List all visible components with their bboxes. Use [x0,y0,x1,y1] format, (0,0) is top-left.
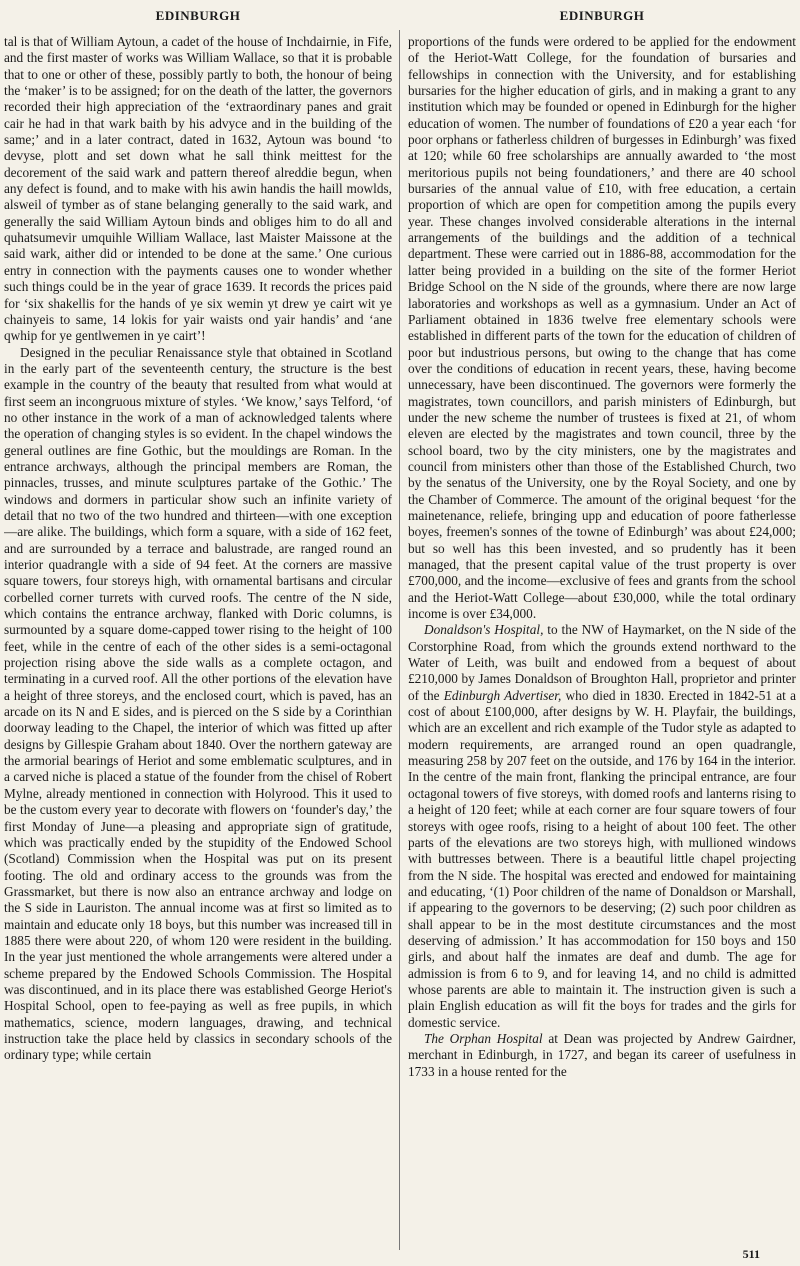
left-column [4,34,392,1239]
orphan-hospital-title: The Orphan Hospital [424,1030,543,1046]
donaldsons-text-a: to the NW of Haymarket, on the N side of the Corstorphine Road, from which the grounds extend northward to the Water of Leith, was built and endowed from a bequest of about £210,000 by James Donaldson of Broughton Hall, proprietor and printer of the [408,622,796,703]
paragraph-orphan-hospital [408,1031,796,1080]
paragraph-donaldsons-hospital [408,622,796,1031]
running-header [0,8,800,26]
donaldsons-hospital-title: Donaldson's Hospital, [424,622,544,638]
header-right-title: EDINBURGH [559,8,645,23]
paragraph-renaissance-style: Designed in the peculiar Renaissance style that obtained in Scotland in the early part of the seventeenth century, the structure is the best example in the country of the beauty that resulted from what would at first seem an incongruous mixture of styles. ‘We know,’ says Telford, ‘of no other instance in the work of a man of acknowledged talents where the operation of changing styles is so evident. In the chapel windows the general outlines are fine Gothic, but the mouldings are Roman. In the entrance archways, although the principal members are Roman, the pinnacles, trusses, and minute sculptures partake of the Gothic.’ The windows and dormers in particular show such an infinite variety of detail that no two of the two hundred and thirteen—with one exception—are alike. The buildings, which form a square, with a side of 162 feet, and are surrounded by a terrace and balustrade, are ranged round an interior quadrangle with a side of 94 feet. At the corners are massive square towers, four storeys high, with ornamental bartisans and circular corbelled corner turrets with curved roofs. The centre of the N side, which contains the entrance archway, flanked with Doric columns, is surmounted by a square dome-capped tower rising to the height of 100 feet, while in the centre of each of the other sides is a semi-octagonal projection rising above the side walls as a complete octagon, and terminating in a curved roof. All the other portions of the elevation have a height of three storeys, and the enclosed court, which is paved, has an arcade on its N and E sides, and is pierced on the S side by a Corinthian doorway leading to the Chapel, the interior of which was fitted up after designs by Gillespie Graham about 1840. Over the northern gateway are the armorial bearings of Heriot and some emblematic sculptures, and in a carved niche is placed a statue of the founder from the chisel of Robert Mylne, already mentioned in connection with Holyrood. This it used to be the custom every year to decorate with flowers on ‘founder's day,’ the first Monday of June—a pleasing and appropriate sign of gratitude, which was practically ended by the stupidity of the Endowed School (Scotland) Commission when the Hospital was put on its present footing. The old and ordinary access to the grounds was from the Grassmarket, but there is now also an entrance archway and lodge on the S side in Lauriston. The annual income was at first so limited as to maintain and educate only 18 boys, but this number was increased till in 1885 there were about 220, of whom 120 were resident in the building. In the year just mentioned the whole arrangements were altered under a scheme prepared by the Endowed Schools Commission. The Hospital was discontinued, and in its place there was established George Heriot's Hospital School, open to fee-paying as well as free pupils, in which mathematics, science, modern languages, drawing, and technical instruction take the place held by classics in secondary schools of the ordinary type; while certain [4,344,392,1063]
column-divider [399,30,400,1250]
right-column [408,34,796,1239]
paragraph-aytoun-wallace: tal is that of William Aytoun, a cadet of the house of Inchdairnie, in Fife, and the first master of works was William Wallace, so that it is probable that to one or other of these, possibly partly to both, the honour of being the ‘maker’ is to be assigned; for on the death of the latter, the governors recorded their high appreciation of the ‘extraordinary panes and grait cair he had in that wark baith by his advyce and in the building of the same;’ and in a later contract, dated in 1632, Aytoun was bound ‘to devyse, plott and set down what he sall think meittest for the decorement of the said wark and pattern thereof alreddie begun, when any defect is found, and to make with his awin handis the haill mowlds, alsweil of tymber as of stane belanging generally to the said wark, and generally the said William Aytoun binds and obliges him to do all and quhatsumevir umquihle William Wallace, last Maister Maissone at the said wark, aither did or intended to be done at the same.’ One curious entry in connection with the payments causes one to wonder whether such things could be in the year of grace 1639. It records the prices paid for ‘six shakellis for the hands of ye six wemin yt drew ye cairt wit ye chainyeis to same, 14 lokis for yair waists ond yair handis’ and ‘ane qwhip for ye gentlwemen in ye cairt’! [4,34,392,344]
paragraph-heriot-funds: proportions of the funds were ordered to be applied for the endowment of the Heriot-Watt College, for the foundation of bursaries and fellowships in connection with the University, and for establishing bursaries for the higher education of girls, and in making a grant to any institution which may be founded or opened in Edinburgh for the higher education of women. The number of foundations of £20 a year each ‘for poor orphans or fatherless children of burgesses in Edinburgh’ was fixed at 120; while 60 free scholarships are annually awarded to ‘the most meritorious pupils not being foundationers,’ and there are 40 school bursaries of the annual value of £10, with free education, a certain proportion of which are open for competition among the pupils every year. These changes involved considerable alterations in the internal arrangements of the buildings and the addition of a technical department. These were carried out in 1886-88, accommodation for the latter being provided in a building on the site of the former Heriot Bridge School on the N side of the grounds, where there are now large laboratories and workshops as well as a gymnasium. Under an Act of Parliament obtained in 1836 twelve free elementary schools were established in different parts of the town for the education of children of poor but industrious persons, but owing to the change that has come over the conditions of education in recent years, these, having become unnecessary, have been discontinued. The governors were formerly the magistrates, town councillors, and parish ministers of Edinburgh, but under the new scheme the number of trustees is fixed at 21, of whom eleven are elected by the magistrates and town council, three by the school board, two by the city ministers, one by the magistrates and council from ministers other than those of the Established Church, two by the senatus of the University, one by the Royal Society, and one by the Chamber of Commerce. The amount of the original bequest ‘for the mainetenance, reliefe, bringing upp and education of poore fatherlesse boyes, freemen's sonnes of the towne of Edinburgh’ was about £24,000; but so well has this been invested, and so prudently has it been managed, that the present capital value of the trust property is over £700,000, and the income—exclusive of fees and grants from the school and the Heriot-Watt College—about £30,000, while the total ordinary income is over £34,000. [408,34,796,622]
page-number: 511 [742,1247,760,1261]
orphan-hospital-text: at Dean was projected by Andrew Gairdner, merchant in Edinburgh, in 1727, and began its career of usefulness in 1733 in a house rented for the [408,1030,796,1079]
donaldsons-text-b: who died in 1830. Erected in 1842-51 at a cost of about £100,000, after designs by W. H. Playfair, the buildings, which are an excellent and rich example of the Tudor style as adapted to modern requirements, are arranged round an open quadrangle, measuring 258 by 207 feet on the outside, and 176 by 164 in the interior. In the centre of the main front, flanking the principal entrance, are four octagonal towers of five storeys, with domed roofs and lanterns rising to a height of 120 feet; while at each corner are four square towers of four storeys with ogee roofs, rising to a height of about 100 feet. The other parts of the elevations are two storeys high, with mullioned windows with buttresses between. There is a beautiful little chapel projecting from the N side. The hospital was erected and endowed for maintaining and educating, ‘(1) Poor children of the name of Donaldson or Marshall, if appearing to the governors to be deserving; (2) such poor children as shall appear to be in the most destitute circumstances and the most deserving of admission.’ It has accommodation for 150 boys and 150 girls, and about half the inmates are deaf and dumb. The age for admission is from 6 to 9, and for leaving 14, and no child is admitted whose parents are able to maintain it. The instruction given is such a plain English education as will fit the boys for trades and the girls for domestic service. [408,687,796,1030]
header-left-title: EDINBURGH [155,8,241,23]
edinburgh-advertiser-title: Edinburgh Advertiser, [443,687,562,703]
